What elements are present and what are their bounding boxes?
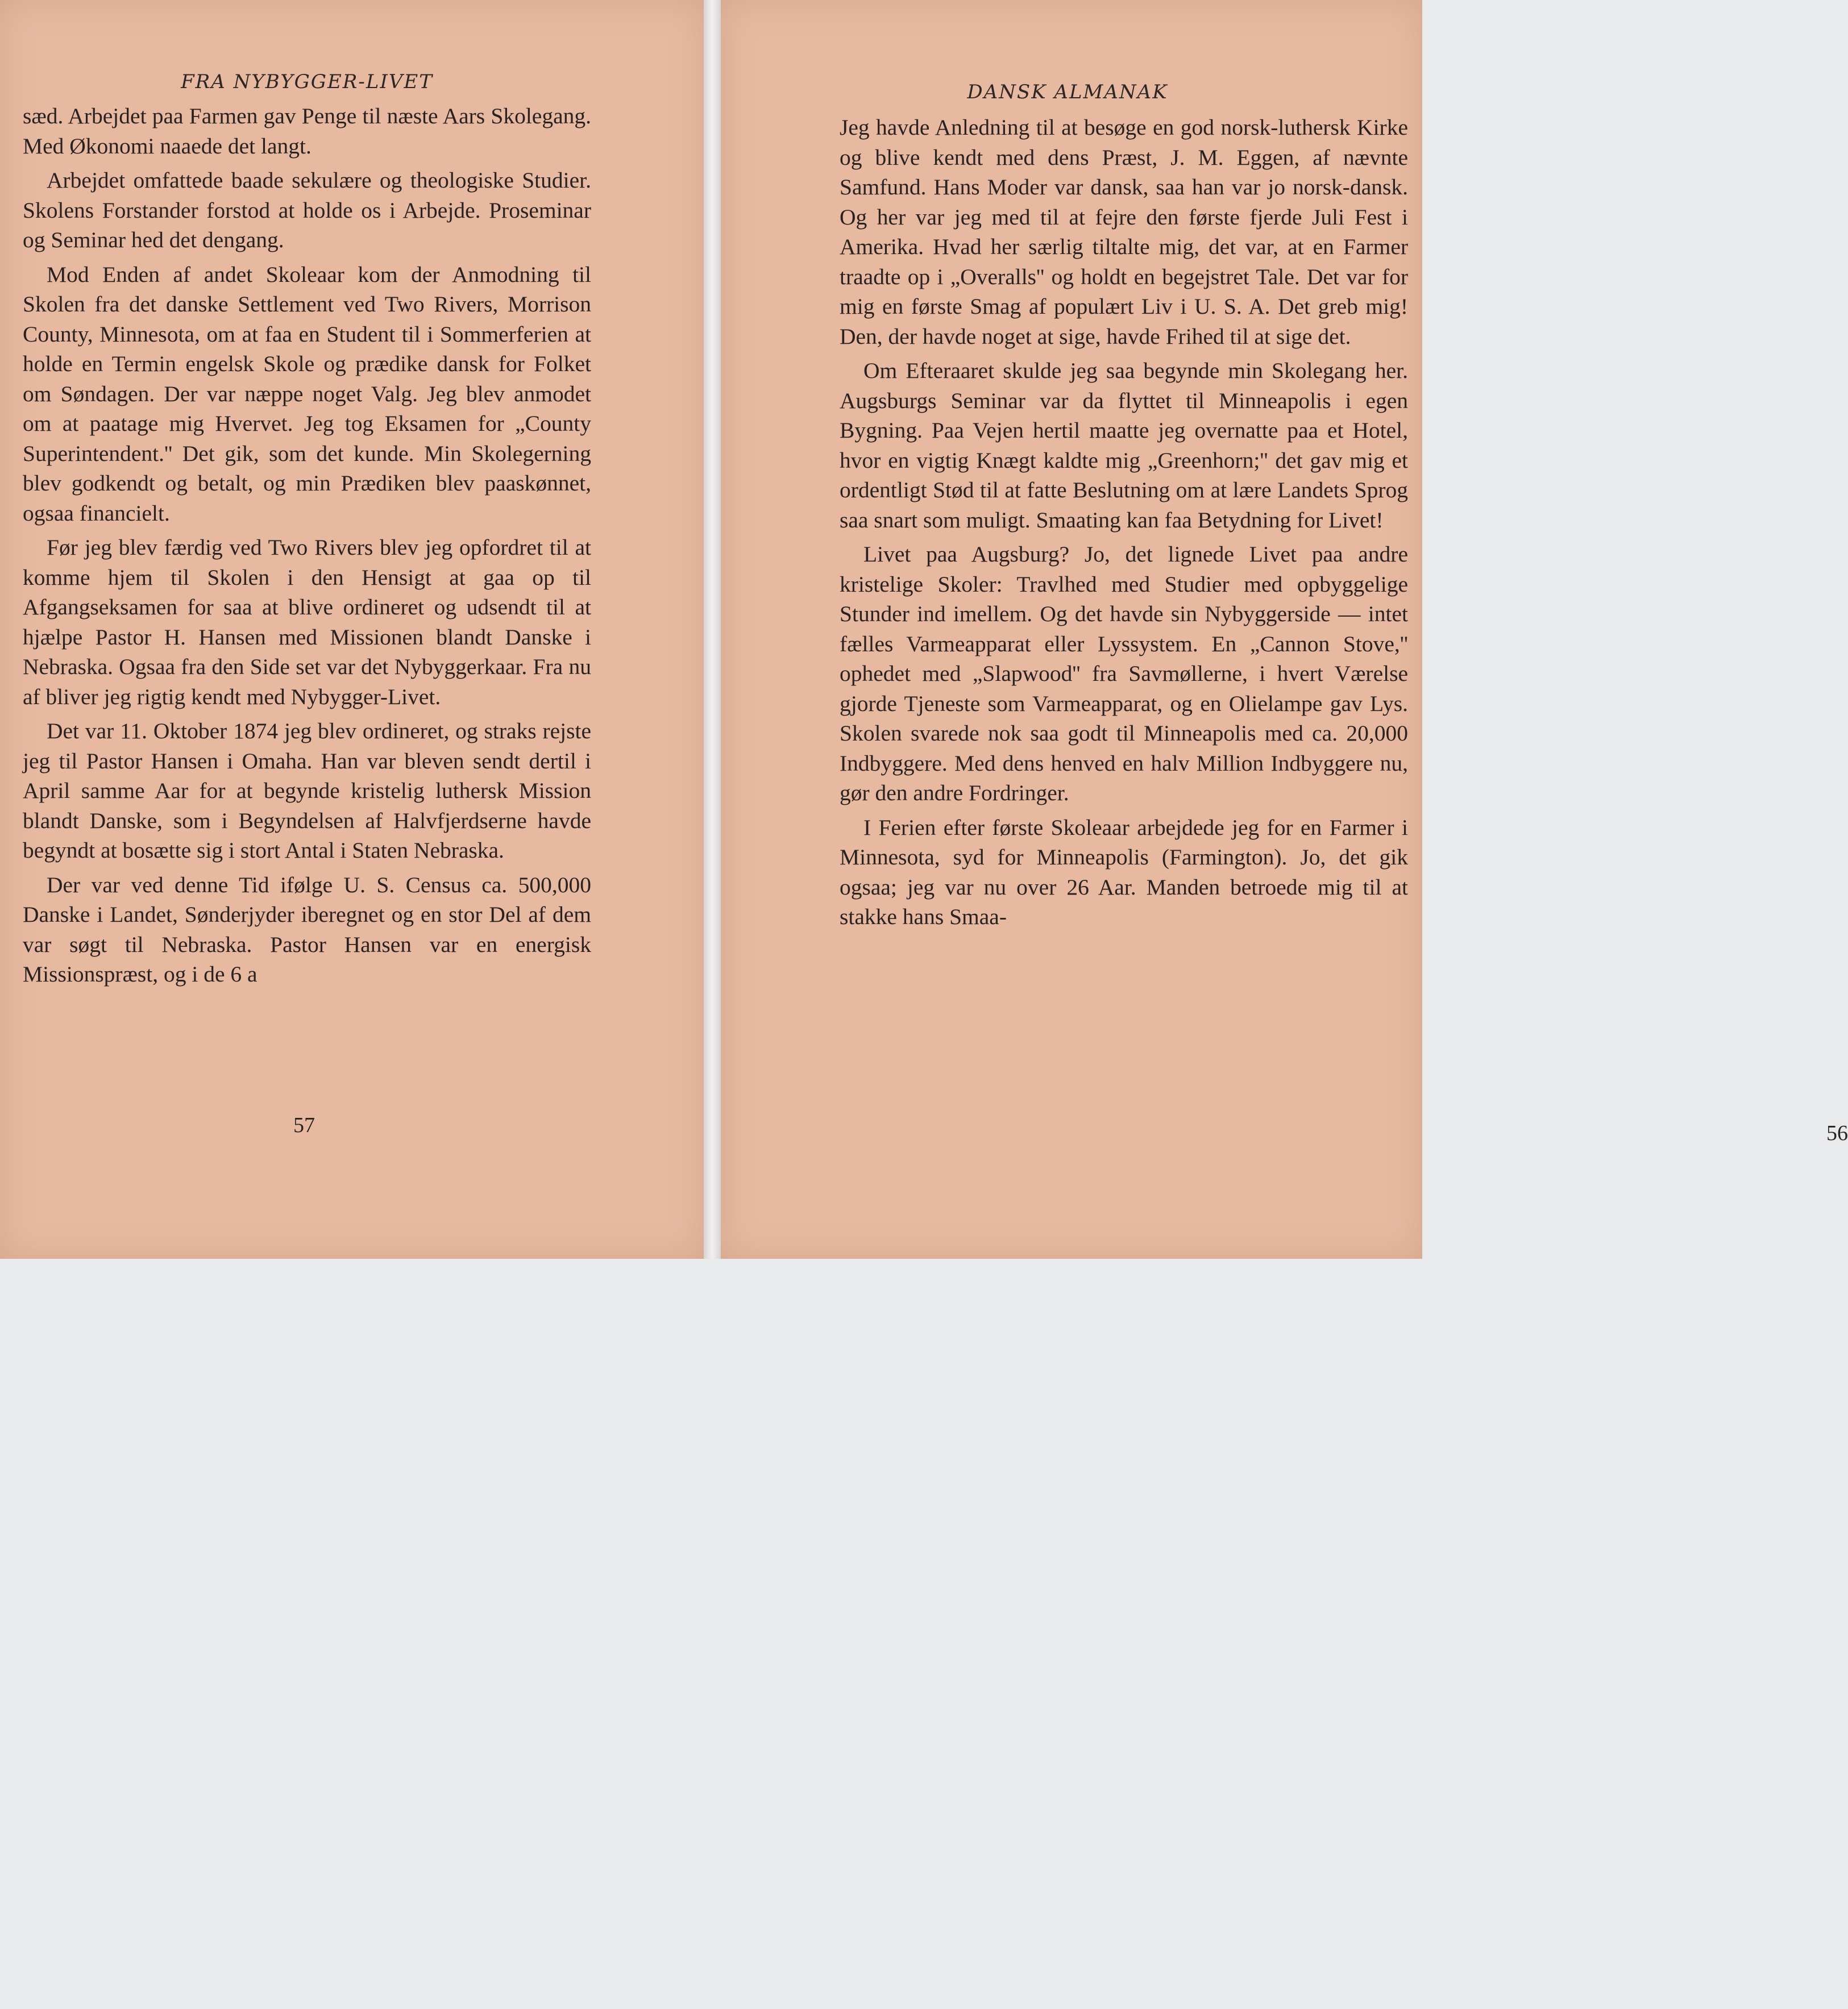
paragraph: Før jeg blev færdig ved Two Rivers blev jeg opfordret til at komme hjem til Skolen i den Hensigt at gaa op til Afgangseksamen for saa at blive ordineret og udsendt til at hjælpe Pastor H. Hansen med Missionen blandt Danske i Nebraska. Ogsaa fra den Side set var det Nybyggerkaar. Fra nu af bliver jeg rigtig kendt med Nybygger-Livet. <box>23 535 591 709</box>
right-running-header: DANSK ALMANAK <box>967 81 1168 103</box>
left-running-header: FRA NYBYGGER-LIVET <box>181 70 433 93</box>
left-body-text <box>23 101 591 994</box>
left-page-number: 57 <box>293 1113 315 1137</box>
paragraph: Om Efteraaret skulde jeg saa begynde min Skolegang her. Augsburgs Seminar var da flyttet til Minneapolis i egen Bygning. Paa Vejen hertil maatte jeg overnatte paa et Hotel, hvor en vigtig Knægt kaldte mig „Greenhorn;'' det gav mig et ordentligt Stød til at fatte Beslutning om at lære Landets Sprog saa snart som muligt. Smaating kan faa Betydning for Livet! <box>840 358 1408 533</box>
right-page-number: 56 <box>1826 1121 1848 1145</box>
paragraph: Det var 11. Oktober 1874 jeg blev ordineret, og straks rejste jeg til Pastor Hansen i Omaha. Han var bleven sendt dertil i April samme Aar for at begynde kristelig luthersk Mission blandt Danske, som i Begyndelsen af Halvfjerdserne havde begyndt at bosætte sig i stort Antal i Staten Nebraska. <box>23 718 591 863</box>
left-page <box>0 0 704 1259</box>
paragraph: Mod Enden af andet Skoleaar kom der Anmodning til Skolen fra det danske Settlement ved Two Rivers, Morrison County, Minnesota, om at faa en Student til i Sommerferien at holde en Termin engelsk Skole og prædike dansk for Folket om Søndagen. Der var næppe noget Valg. Jeg blev anmodet om at paatage mig Hvervet. Jeg tog Eksamen for „County Superintendent.'' Det gik, som det kunde. Min Skolegerning blev godkendt og betalt, og min Prædiken blev paaskønnet, ogsaa financielt. <box>23 261 591 526</box>
paragraph: I Ferien efter første Skoleaar arbejdede jeg for en Farmer i Minnesota, syd for Minneapolis (Farmington). Jo, det gik ogsaa; jeg var nu over 26 Aar. Manden betroede mig til at stakke hans Smaa- <box>840 814 1408 929</box>
paragraph: Livet paa Augsburg? Jo, det lignede Livet paa andre kristelige Skoler: Travlhed med Studier med opbyggelige Stunder ind imellem. Og det havde sin Nybyggerside — intet fælles Varmeapparat eller Lyssystem. En „Cannon Stove,'' ophedet med „Slapwood'' fra Savmøllerne, i hvert Værelse gjorde Tjeneste som Varmeapparat, og en Olielampe gav Lys. Skolen svarede nok saa godt til Minneapolis med ca. 20,000 Indbyggere. Med dens henved en halv Million Indbyggere nu, gør den andre Fordringer. <box>840 542 1408 805</box>
paragraph: Jeg havde Anledning til at besøge en god norsk-luthersk Kirke og blive kendt med dens Præst, J. M. Eggen, af nævnte Samfund. Hans Moder var dansk, saa han var jo norsk-dansk. Og her var jeg med til at fejre den første fjerde Juli Fest i Amerika. Hvad her særlig tiltalte mig, det var, at en Farmer traadte op i „Overalls'' og holdt en begejstret Tale. Det var for mig en første Smag af populært Liv i U. S. A. Det greb mig! Den, der havde noget at sige, havde Frihed til at sige det. <box>840 115 1408 349</box>
paragraph: Arbejdet omfattede baade sekulære og theologiske Studier. Skolens Forstander forstod at holde os i Arbejde. Proseminar og Seminar hed det dengang. <box>23 168 591 252</box>
paragraph: sæd. Arbejdet paa Farmen gav Penge til næste Aars Skolegang. Med Økonomi naaede det langt. <box>23 103 591 159</box>
right-body-text <box>840 113 1408 937</box>
paragraph: Der var ved denne Tid ifølge U. S. Census ca. 500,000 Danske i Landet, Sønderjyder iberegnet og en stor Del af dem var søgt til Nebraska. Pastor Hansen var en energisk Missionspræst, og i de 6 a <box>23 872 591 987</box>
right-page <box>721 0 1848 1259</box>
page-gutter <box>704 0 721 1259</box>
